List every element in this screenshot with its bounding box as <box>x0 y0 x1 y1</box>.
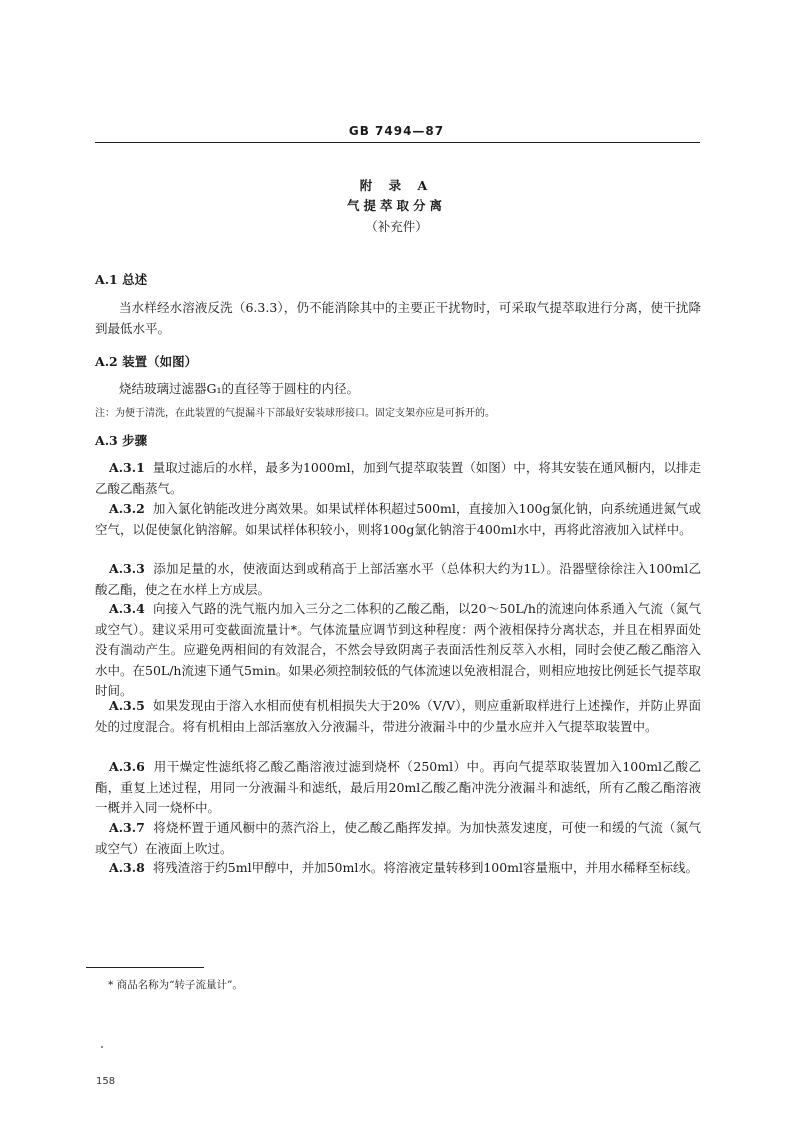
section-a2-heading: A.2 装置（如图） <box>95 354 198 369</box>
step-a3-8: A.3.8 将残渣溶于约5ml甲醇中，并加50ml水。将溶液定量转移到100ml容量瓶中，并用水稀释至标线。 <box>109 860 699 875</box>
appendix-subtitle: 气提萃取分离 <box>346 198 446 213</box>
section-a2-note: 注：为便于清洗，在此装置的气提漏斗下部最好安装球形接口。固定支架亦应是可拆开的。 <box>95 408 495 419</box>
scan-speck <box>101 1046 103 1048</box>
header-rule <box>95 142 700 143</box>
appendix-title: 附 录 A <box>359 178 434 193</box>
section-a2-text: 烧结玻璃过滤器G₁的直径等于圆柱的内径。 <box>119 381 359 396</box>
footnote: * 商品名称为“转子流量计”。 <box>108 979 243 991</box>
section-a1-heading: A.1 总述 <box>95 272 148 287</box>
standard-number-header: GB 7494—87 <box>348 124 445 138</box>
step-a3-1: A.3.1 量取过滤后的水样，最多为1000ml，加到气提萃取装置（如图）中，将其安装在通风橱内，以排走乙酸乙酯蒸气。 <box>95 460 701 496</box>
footnote-rule <box>86 967 204 968</box>
step-a3-2: A.3.2 加入氯化钠能改进分离效果。如果试样体积超过500ml，直接加入100g氯化钠，向系统通进氮气或空气，以促使氯化钠溶解。如果试样体积较小，则将100g氯化钠溶于400ml水中，再将此溶液加入试样中。 <box>95 501 701 537</box>
step-a3-6: A.3.6 用干燥定性滤纸将乙酸乙酯溶液过滤到烧杯（250ml）中。再向气提萃取装置加入100ml乙酸乙酯，重复上述过程，用同一分液漏斗和滤纸，最后用20ml乙酸乙酯冲洗分液漏斗和滤纸，所有乙酸乙酯溶液一概并入同一烧杯中。 <box>95 759 702 815</box>
step-a3-5: A.3.5 如果发现由于溶入水相而使有机相损失大于20%（V/V），则应重新取样进行上述操作，并防止界面处的过度混合。将有机相由上部活塞放入分液漏斗，带进分液漏斗中的少量水应并入气提萃取装置中。 <box>95 698 701 734</box>
step-a3-3: A.3.3 添加足量的水，使液面达到或稍高于上部活塞水平（总体积大约为1L）。沿器壁徐徐注入100ml乙酸乙酯，使之在水样上方成层。 <box>95 561 702 597</box>
appendix-note: （补充件） <box>365 219 428 234</box>
step-a3-4: A.3.4 向接入气路的洗气瓶内加入三分之二体积的乙酸乙酯，以20～50L/h的流速向体系通入气流（氮气或空气）。建议采用可变截面流量计*。气体流量应调节到这种程度：两个液相保持分离状态，并且在相界面处没有湍动产生。应避免两相间的有效混合，不然会导致阴离子表面活性剂反萃入水相，同时会使乙酸乙酯溶入水中。在50L/h流速下通气5min。如果必须控制较低的气体流速以免液相混合，则相应地按比例延长气提萃取时间。 <box>95 601 701 698</box>
step-a3-7: A.3.7 将烧杯置于通风橱中的蒸汽浴上，使乙酸乙酯挥发掉。为加快蒸发速度，可使一和缓的气流（氮气或空气）在液面上吹过。 <box>95 820 701 856</box>
section-a1-text: 当水样经水溶液反洗（6.3.3），仍不能消除其中的主要正干扰物时，可采取气提萃取进行分离，使干扰降到最低水平。 <box>95 300 701 336</box>
section-a3-heading: A.3 步骤 <box>95 433 148 448</box>
page-number: 158 <box>96 1076 116 1087</box>
